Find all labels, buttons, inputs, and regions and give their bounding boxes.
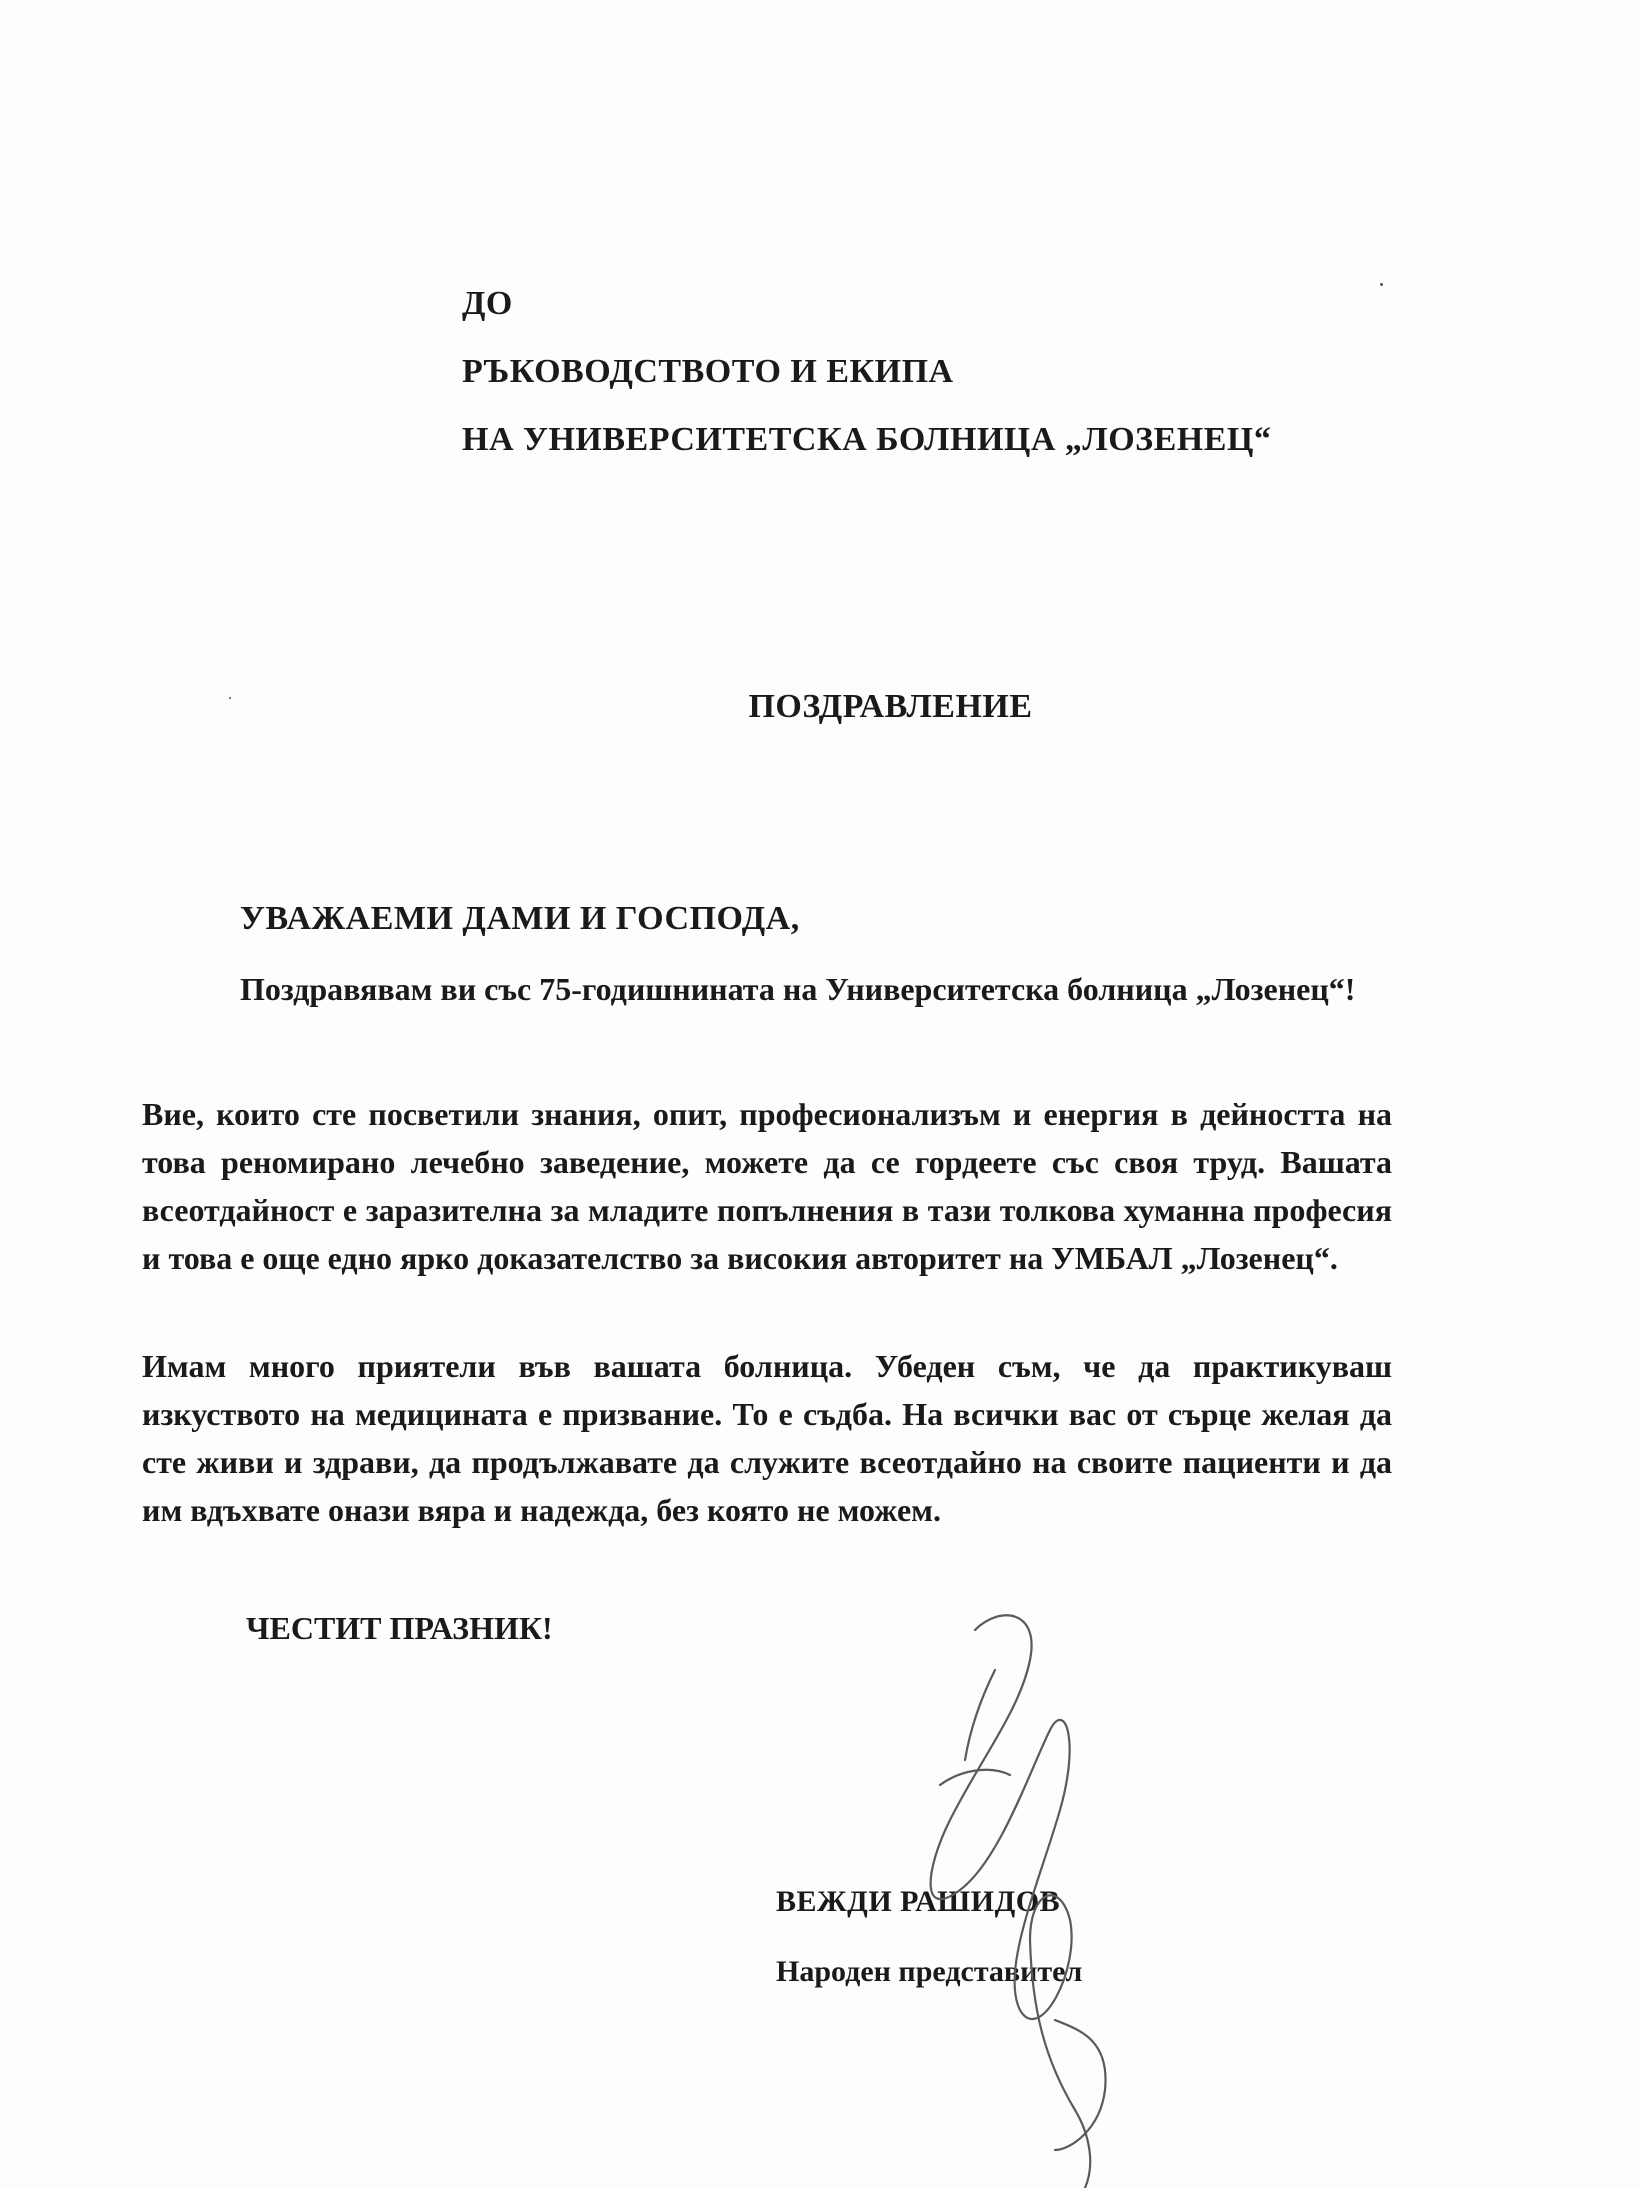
paragraph-congratulation: Поздравявам ви със 75-годишнината на Университетска болница „Лозенец“! <box>240 971 1356 1007</box>
signer-name: ВЕЖДИ РАШИДОВ <box>776 1885 1061 1918</box>
signer-role: Народен представител <box>776 1955 1083 1988</box>
salutation: УВАЖАЕМИ ДАМИ И ГОСПОДА, <box>240 900 800 937</box>
closing-greeting: ЧЕСТИТ ПРАЗНИК! <box>246 1610 553 1646</box>
paragraph-dedication: Вие, които сте посветили знания, опит, професионализъм и енергия в дейността на това реномирано лечебно заведение, можете да се гордеете със своя труд. Вашата всеотдайност е заразителна за младите попълнения в тази толкова хуманна професия и това е още едно ярко доказателство за високия авторитет на УМБАЛ „Лозенец“. <box>142 1096 1392 1276</box>
paragraph-wishes: Имам много приятели във вашата болница. Убеден съм, че да практикуваш изкуството на медицината е призвание. То е съдба. На всички вас от сърце желая да сте живи и здрави, да продължавате да служите всеотдайно на своите пациенти и да им вдъхвате онази вяра и надежда, без която не можем. <box>142 1348 1392 1528</box>
recipient-address <box>462 270 1271 474</box>
scan-speck <box>1380 283 1383 286</box>
address-line: РЪКОВОДСТВОТО И ЕКИПА <box>462 353 954 390</box>
document-title: ПОЗДРАВЛЕНИЕ <box>748 688 1033 725</box>
address-line: НА УНИВЕРСИТЕТСКА БОЛНИЦА „ЛОЗЕНЕЦ“ <box>462 421 1272 458</box>
address-line: ДО <box>462 285 513 322</box>
